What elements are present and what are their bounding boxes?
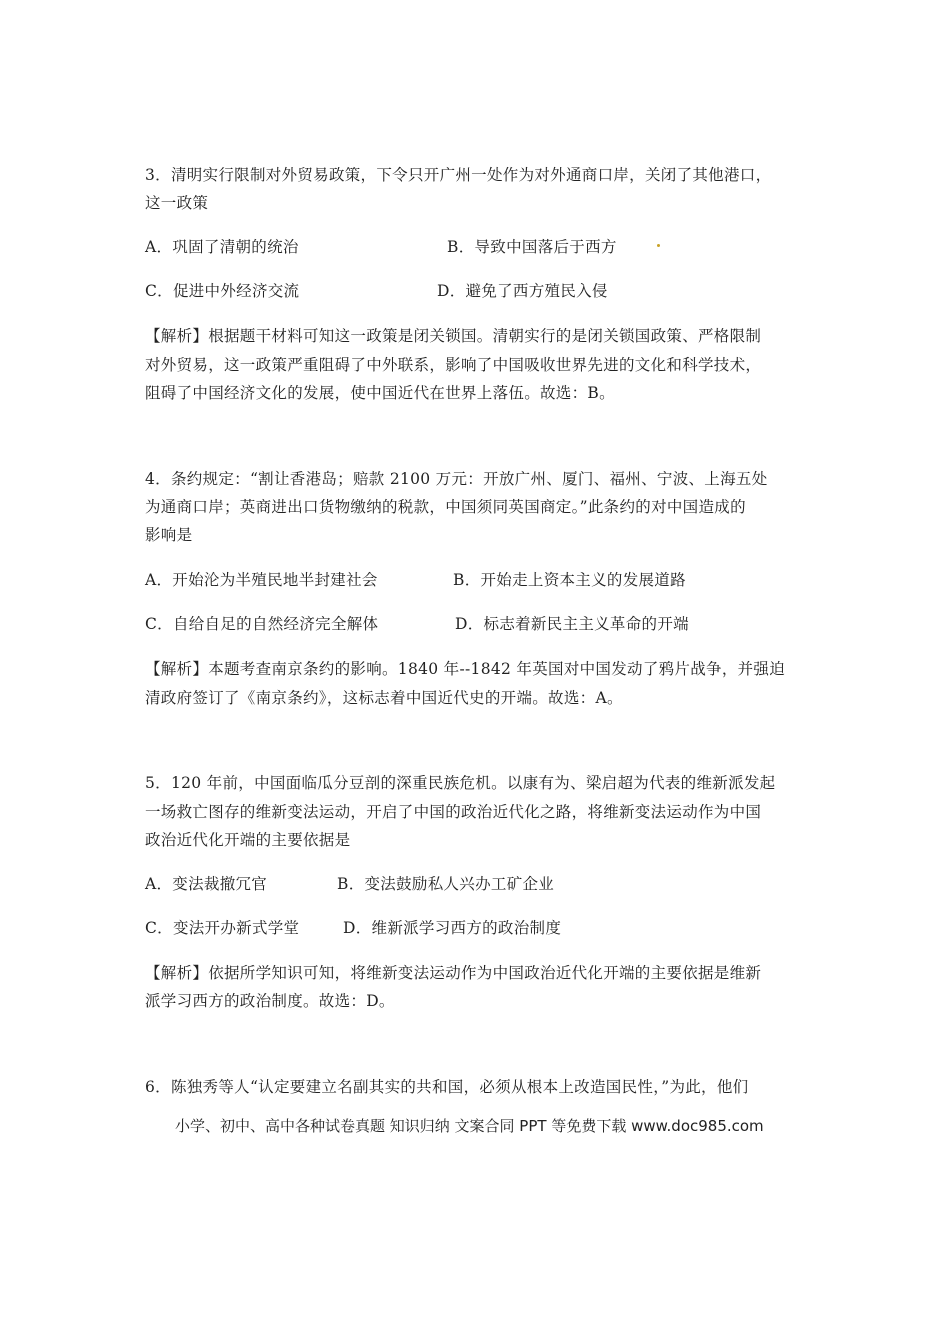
q5-stem-line-3: 政治近代化开端的主要依据是	[145, 831, 351, 849]
q3-analysis-line-3: 阻碍了中国经济文化的发展，使中国近代在世界上落伍。故选：B。	[145, 384, 615, 402]
q5-analysis-line-2: 派学习西方的政治制度。故选：D。	[145, 992, 395, 1010]
q5-stem-line-2: 一场救亡图存的维新变法运动，开启了中国的政治近代化之路，将维新变法运动作为中国	[145, 803, 762, 821]
q3-option-d: D．避免了西方殖民入侵	[437, 282, 608, 300]
q4-stem-line-1: 4．条约规定：“割让香港岛；赔款 2100 万元：开放广州、厦门、福州、宁波、上海五处	[145, 470, 768, 488]
q3-stem-line-2: 这一政策	[145, 194, 209, 212]
q3-option-c: C．促进中外经济交流	[145, 282, 300, 300]
q3-stem-line-1: 3．清明实行限制对外贸易政策，下令只开广州一处作为对外通商口岸，关闭了其他港口，	[145, 166, 772, 184]
q4-stem-line-3: 影响是	[145, 526, 193, 544]
q4-analysis-line-2: 清政府签订了《南京条约》，这标志着中国近代史的开端。故选：A。	[145, 689, 623, 707]
q4-option-b: B．开始走上资本主义的发展道路	[453, 571, 686, 589]
q3-analysis-line-1: 【解析】根据题干材料可知这一政策是闭关锁国。清朝实行的是闭关锁国政策、严格限制	[145, 327, 762, 345]
q5-analysis-line-1: 【解析】依据所学知识可知，将维新变法运动作为中国政治近代化开端的主要依据是维新	[145, 964, 762, 982]
q6-stem-line-1: 6．陈独秀等人“认定要建立名副其实的共和国，必须从根本上改造国民性，”为此，他们	[145, 1078, 749, 1096]
q4-option-d: D．标志着新民主主义革命的开端	[455, 615, 689, 633]
q3-option-b: B．导致中国落后于西方	[447, 238, 617, 256]
q3-analysis-line-2: 对外贸易，这一政策严重阻碍了中外联系，影响了中国吸收世界先进的文化和科学技术，	[145, 356, 762, 374]
q4-option-c: C．自给自足的自然经济完全解体	[145, 615, 379, 633]
q4-stem-line-2: 为通商口岸；英商进出口货物缴纳的税款，中国须同英国商定。”此条约的对中国造成的	[145, 498, 746, 516]
q5-option-b: B．变法鼓励私人兴办工矿企业	[337, 875, 555, 893]
q4-analysis-line-1: 【解析】本题考查南京条约的影响。1840 年--1842 年英国对中国发动了鸦片战争，并强迫	[145, 660, 786, 678]
q4-option-a: A．开始沦为半殖民地半封建社会	[145, 571, 378, 589]
q3-option-a: A．巩固了清朝的统治	[145, 238, 299, 256]
q5-option-d: D．维新派学习西方的政治制度	[343, 919, 562, 937]
q5-option-a: A．变法裁撤冗官	[145, 875, 268, 893]
q5-option-c: C．变法开办新式学堂	[145, 919, 300, 937]
stray-dot	[657, 244, 660, 247]
q5-stem-line-1: 5．120 年前，中国面临瓜分豆剖的深重民族危机。以康有为、梁启超为代表的维新派发起	[145, 774, 776, 792]
page-footer: 小学、初中、高中各种试卷真题 知识归纳 文案合同 PPT 等免费下载 www.doc985.com	[175, 1117, 764, 1135]
